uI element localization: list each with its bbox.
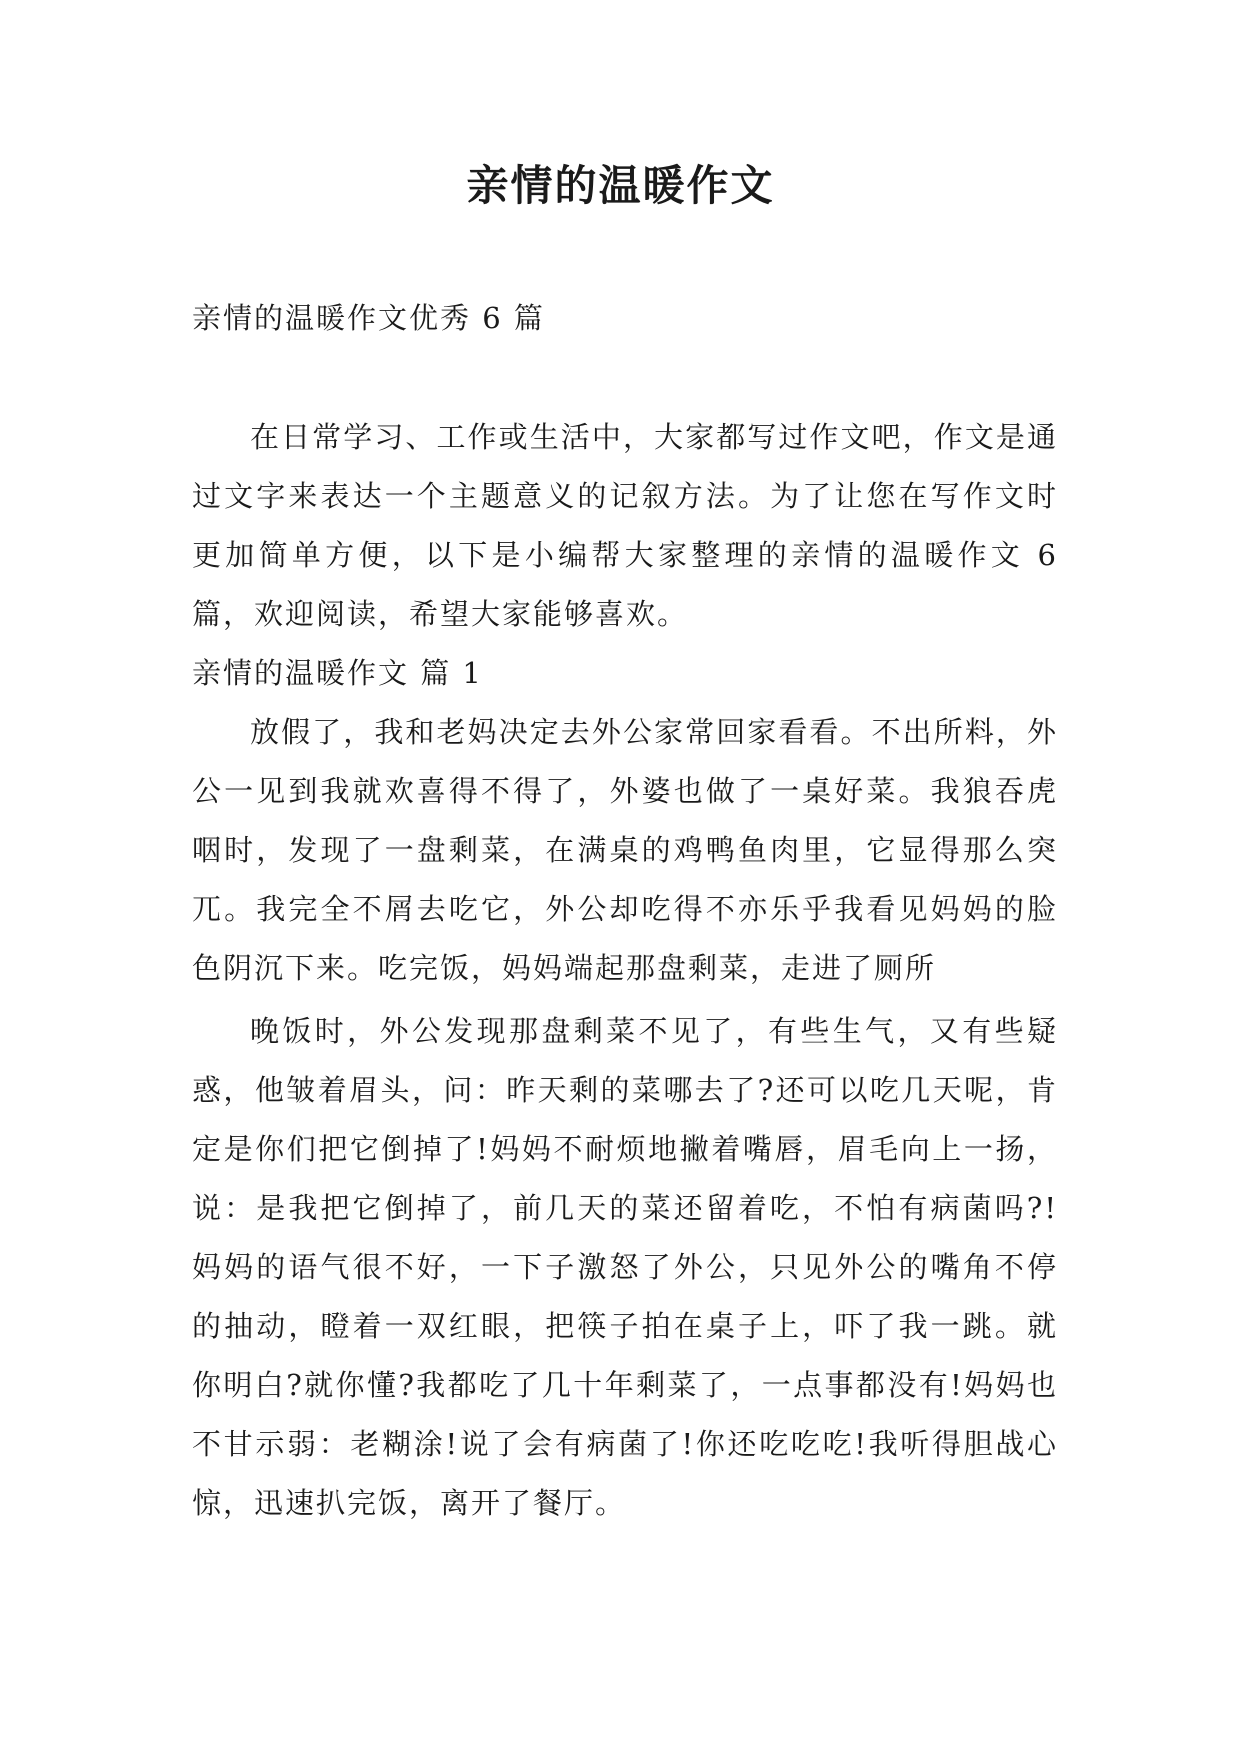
document-subtitle: 亲情的温暖作文优秀 6 篇 <box>192 301 545 335</box>
body-paragraph-2: 晚饭时，外公发现那盘剩菜不见了，有些生气，又有些疑惑，他皱着眉头，问：昨天剩的菜哪去了?还可以吃几天呢，肯定是你们把它倒掉了!妈妈不耐烦地撇着嘴唇，眉毛向上一扬，说：是我把它倒掉了，前几天的菜还留着吃，不怕有病菌吗?!妈妈的语气很不好，一下子激怒了外公，只见外公的嘴角不停的抽动，瞪着一双红眼，把筷子拍在桌子上，吓了我一跳。就你明白?就你懂?我都吃了几十年剩菜了，一点事都没有!妈妈也不甘示弱：老糊涂!说了会有病菌了!你还吃吃吃!我听得胆战心惊，迅速扒完饭，离开了餐厅。 <box>192 1014 1058 1520</box>
intro-paragraph: 在日常学习、工作或生活中，大家都写过作文吧，作文是通过文字来表达一个主题意义的记叙方法。为了让您在写作文时更加简单方便，以下是小编帮大家整理的亲情的温暖作文 6 篇，欢迎阅读，希望大家能够喜欢。 <box>192 420 1058 631</box>
body-paragraph-1: 放假了，我和老妈决定去外公家常回家看看。不出所料，外公一见到我就欢喜得不得了，外婆也做了一桌好菜。我狼吞虎咽时，发现了一盘剩菜，在满桌的鸡鸭鱼肉里，它显得那么突兀。我完全不屑去吃它，外公却吃得不亦乐乎我看见妈妈的脸色阴沉下来。吃完饭，妈妈端起那盘剩菜，走进了厕所 <box>192 715 1058 985</box>
document-body <box>192 408 1058 1533</box>
document-title: 亲情的温暖作文 <box>466 161 775 210</box>
section-heading: 亲情的温暖作文 篇 1 <box>192 656 483 690</box>
